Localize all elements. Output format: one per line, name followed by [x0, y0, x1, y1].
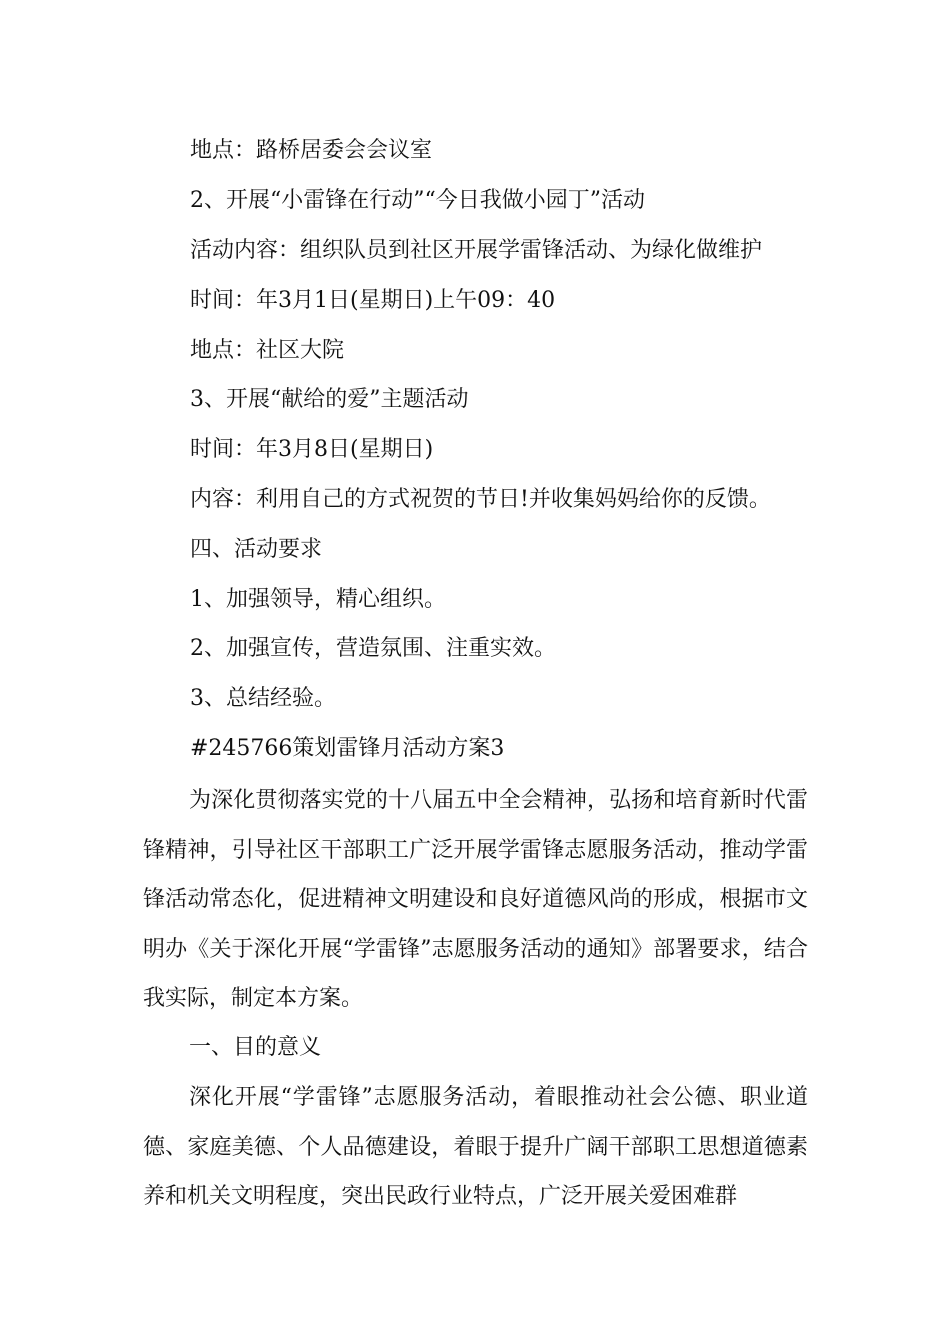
- activity-3-time: 时间：年3月8日(星期日): [190, 437, 434, 462]
- activity-2-title: 2、开展“小雷锋在行动”“今日我做小园丁”活动: [190, 188, 645, 213]
- section-heading-purpose: 一、目的意义: [189, 1035, 322, 1060]
- venue-line-1: 地点：路桥居委会会议室: [190, 138, 433, 163]
- plan-3-title: #245766策划雷锋月活动方案3: [190, 736, 505, 761]
- requirement-3: 3、总结经验。: [190, 686, 336, 711]
- intro-paragraph: 为深化贯彻落实党的十八届五中全会精神，弘扬和培育新时代雷锋精神，引导社区干部职工广泛开展学雷锋志愿服务活动，推动学雷锋活动常态化，促进精神文明建设和良好道德风尚的形成，根据市文明办《关于深化开展“学雷锋”志愿服务活动的通知》部署要求，结合我实际，制定本方案。: [143, 788, 808, 1011]
- activity-2-content: 活动内容：组织队员到社区开展学雷锋活动、为绿化做维护: [190, 238, 763, 263]
- purpose-paragraph: 深化开展“学雷锋”志愿服务活动，着眼推动社会公德、职业道德、家庭美德、个人品德建设，着眼于提升广阔干部职工思想道德素养和机关文明程度，突出民政行业特点，广泛开展关爱困难群: [143, 1085, 808, 1209]
- requirement-1: 1、加强领导，精心组织。: [190, 587, 446, 612]
- activity-3-content: 内容：利用自己的方式祝贺的节日!并收集妈妈给你的反馈。: [190, 487, 771, 512]
- activity-3-title: 3、开展“献给的爱”主题活动: [190, 387, 469, 412]
- activity-2-venue: 地点：社区大院: [190, 338, 345, 363]
- requirement-2: 2、加强宣传，营造氛围、注重实效。: [190, 636, 556, 661]
- activity-2-time: 时间：年3月1日(星期日)上午09：40: [190, 288, 556, 313]
- requirements-heading: 四、活动要求: [190, 537, 323, 562]
